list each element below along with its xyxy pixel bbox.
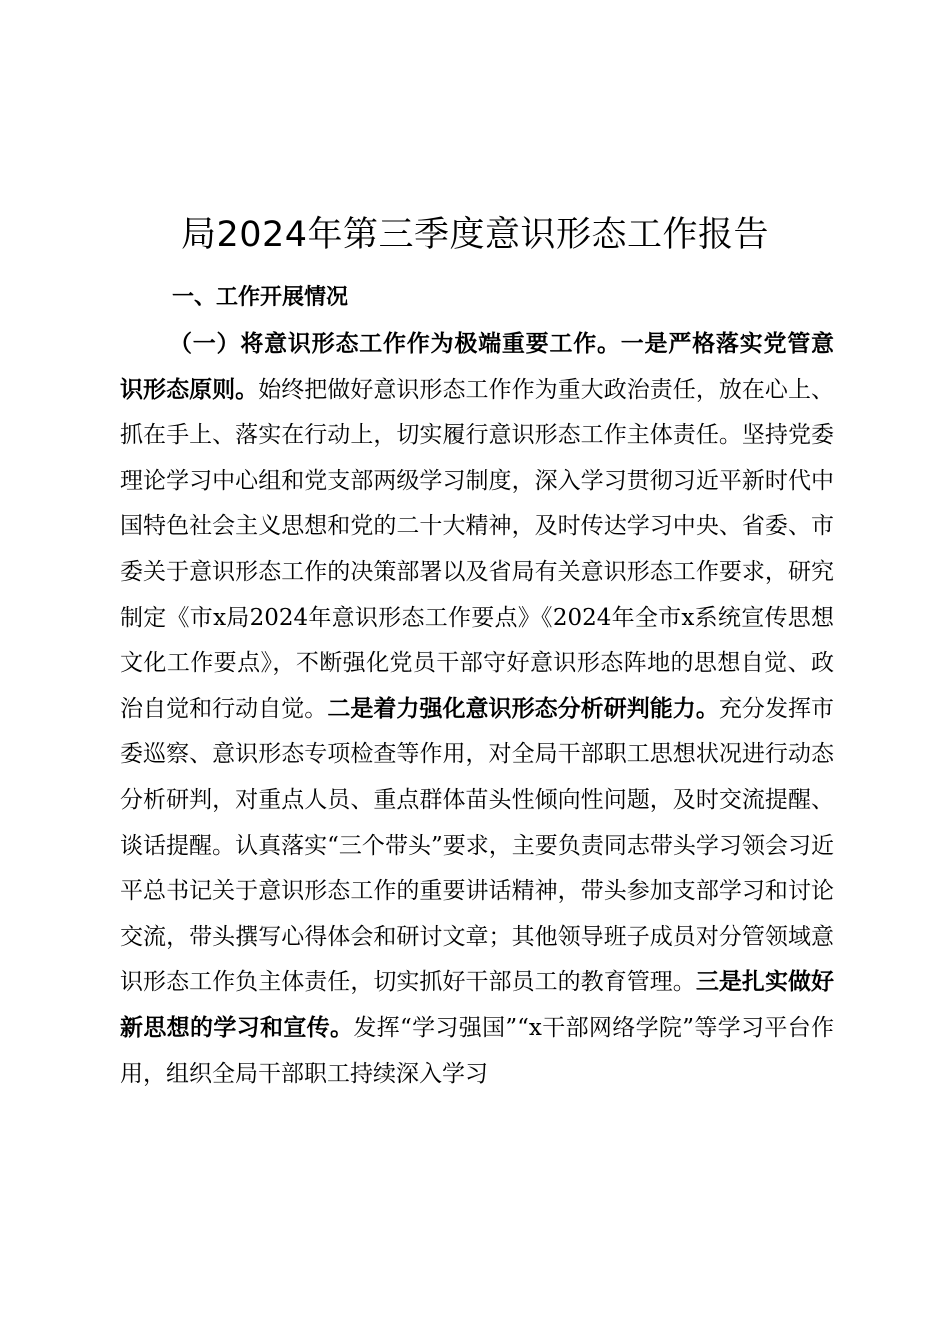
point-3-heading: 三是扎实做好新思想的学习和宣传。	[120, 969, 835, 1041]
point-2-text: 充分发挥市委巡察、意识形态专项检查等作用，对全局干部职工思想状况进行动态分析研判，对重点人员、重点群体苗头性倾向性问题，及时交流提醒、谈话提醒。认真落实“三个带头”要求，主要负责同志带头学习领会习近平总书记关于意识形态工作的重要讲话精神，带头参加支部学习和讨论交流，带头撰写心得体会和研讨文章；其他领导班子成员对分管领域意识形态工作负主体责任，切实抓好干部员工的教育管理。	[120, 695, 835, 996]
subsection-heading: （一）将意识形态工作作为极端重要工作。	[169, 331, 621, 357]
point-3-text: 发挥“学习强国”“x干部网络学院”等学习平台作用，组织全局干部职工持续深入学习	[120, 1014, 834, 1087]
point-2-heading: 二是着力强化意识形态分析研判能力。	[327, 695, 719, 722]
section-heading: 一、工作开展情况	[172, 285, 349, 310]
point-1-text: 始终把做好意识形态工作作为重大政治责任，放在心上、抓在手上、落实在行动上，切实履行意识形态工作主体责任。坚持党委理论学习中心组和党支部两级学习制度，深入学习贯彻习近平新时代中国特色社会主义思想和党的二十大精神，及时传达学习中央、省委、市委关于意识形态工作的决策部署以及省局有关意识形态工作要求，研究制定《市x局2024年意识形态工作要点》《2024年全市x系统宣传思想文化工作要点》，不断强化党员干部守好意识形态阵地的思想自觉、政治自觉和行动自觉。	[120, 376, 835, 722]
document-title: 局2024年第三季度意识形态工作报告	[180, 215, 770, 255]
body-paragraph	[120, 322, 834, 1097]
point-1-heading: 一是严格落实党管意识形态原则。	[120, 331, 835, 403]
